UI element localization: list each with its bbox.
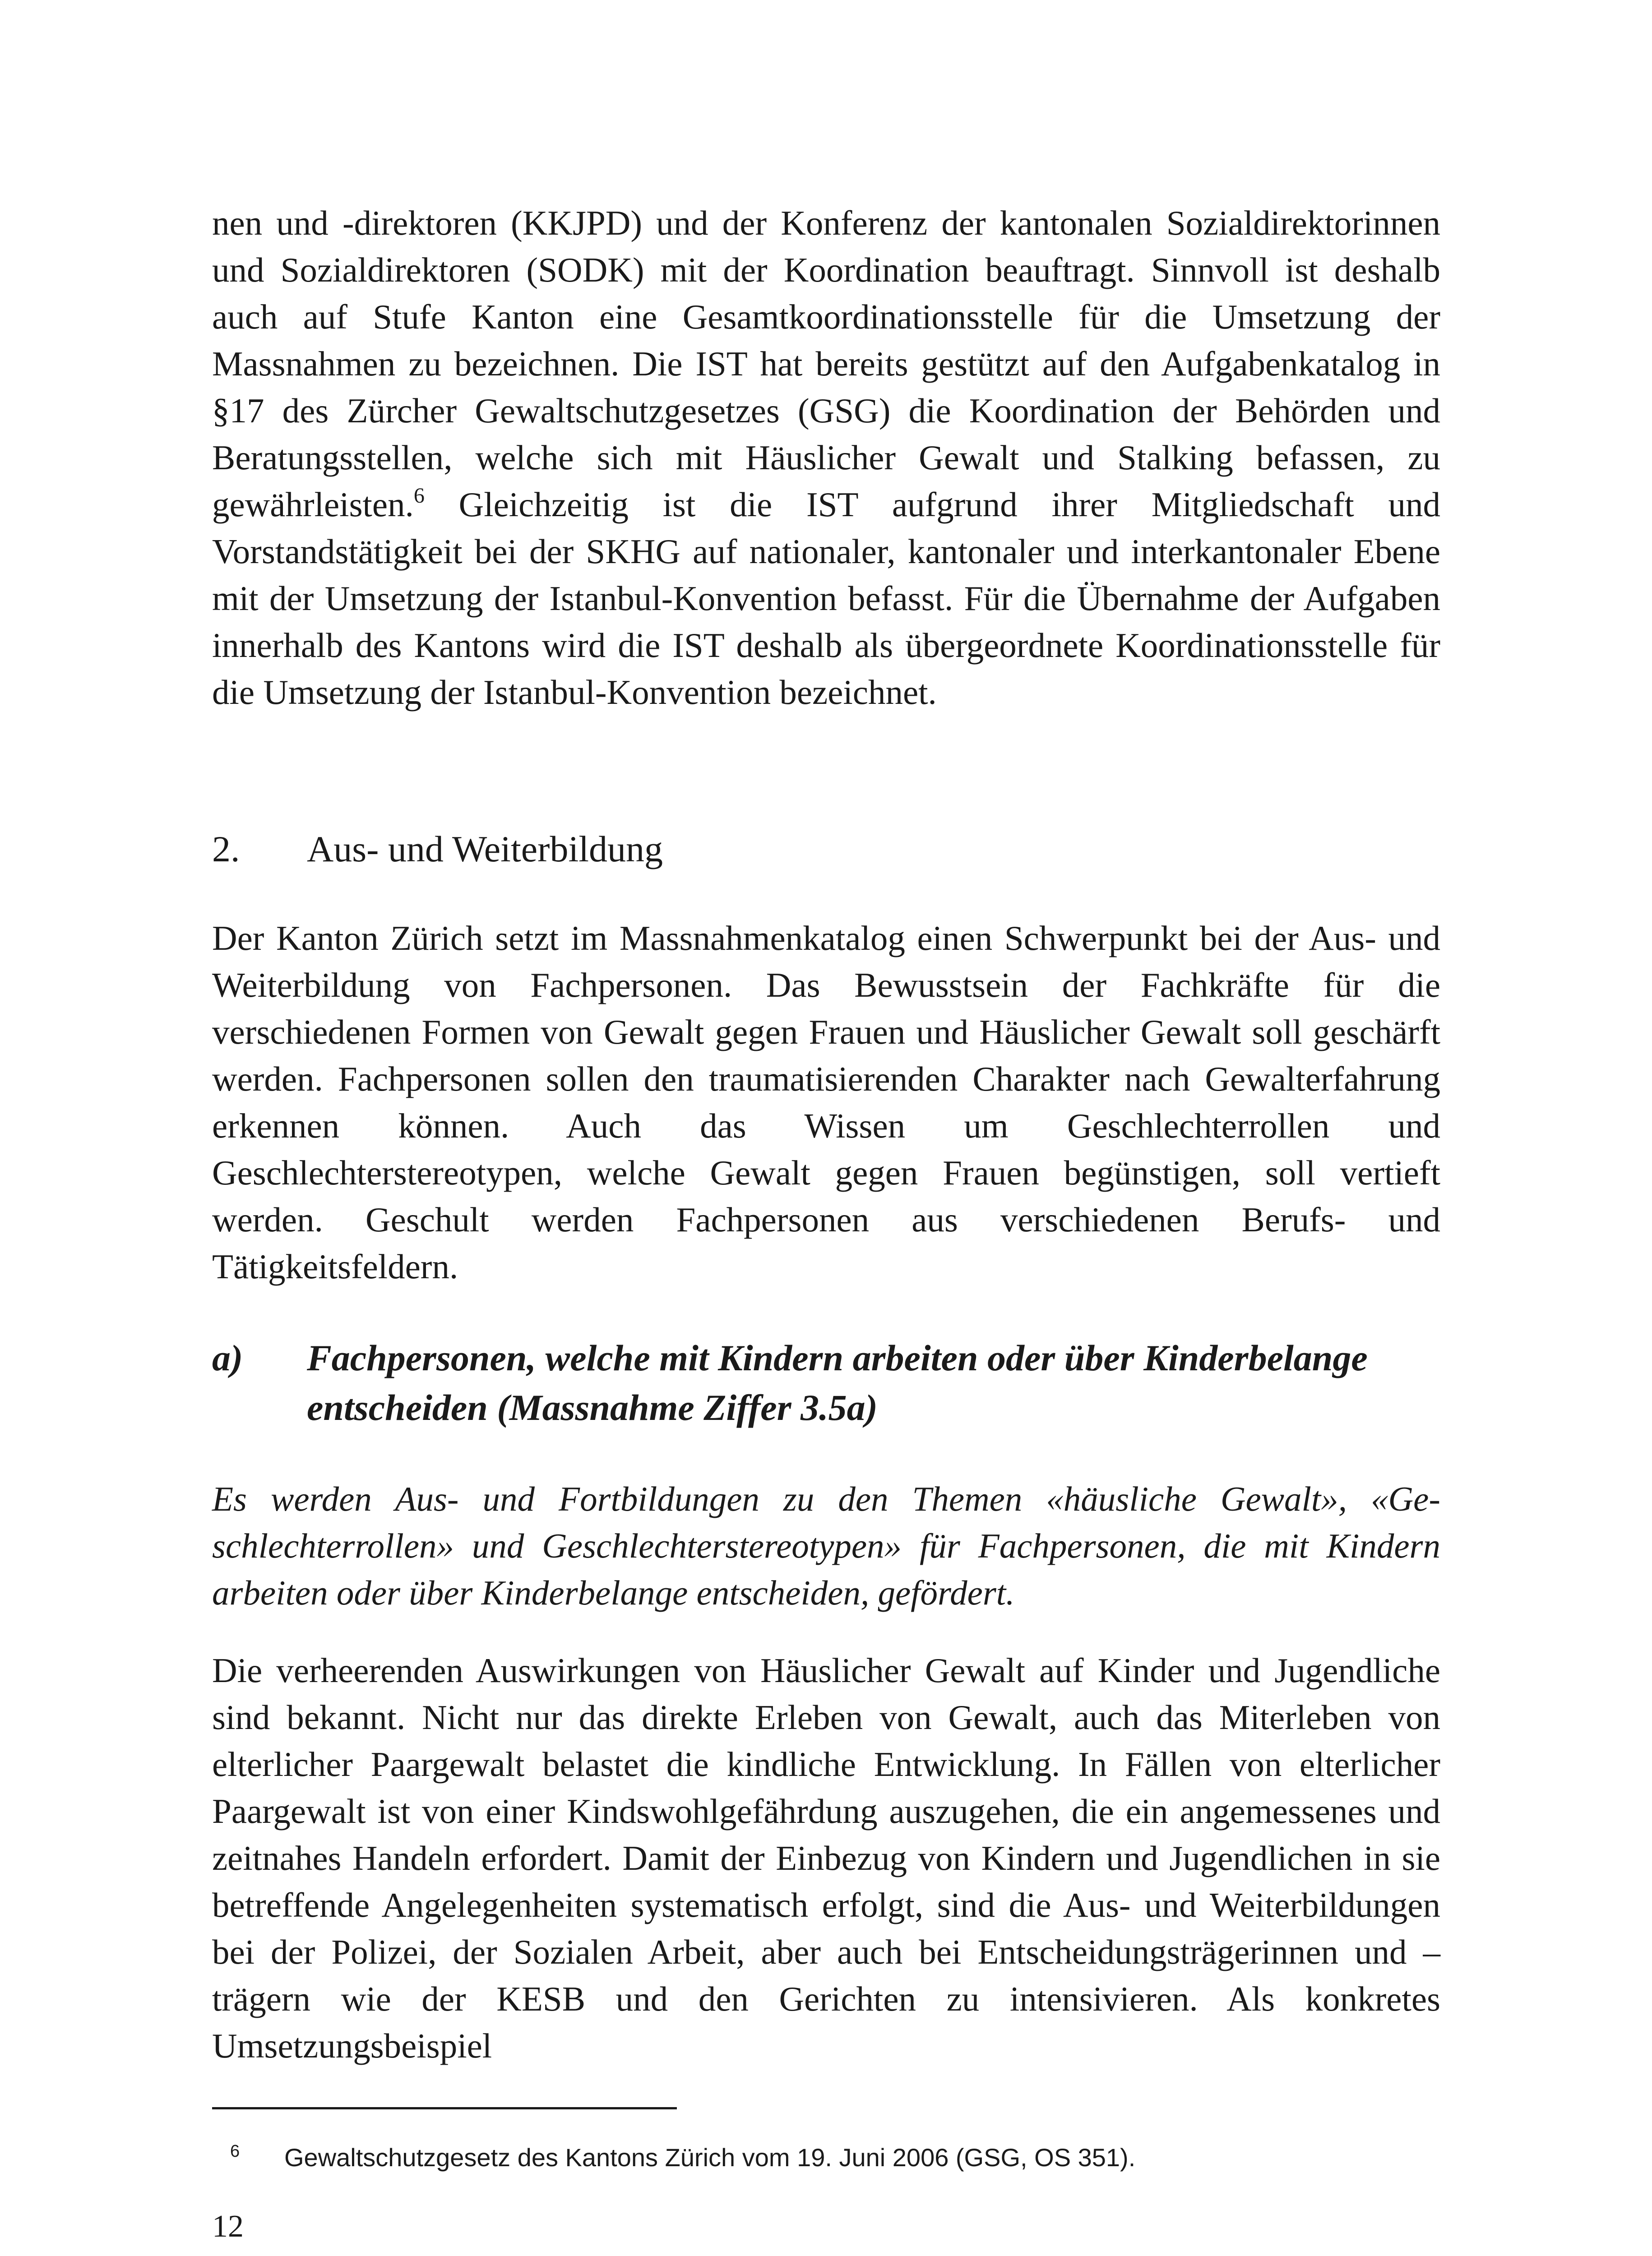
section-title: Aus- und Weiterbildung xyxy=(307,828,663,869)
footnote-text: Gewaltschutzgesetz des Kantons Zürich vom 19. Juni 2006 (GSG, OS 351). xyxy=(284,2143,1136,2172)
measure-statement: Es werden Aus- und Fortbildungen zu den Themen «häusliche Gewalt», «Geschlechterrollen» und Geschlechterstereotypen» für Fachpersonen, die mit Kindern arbeiten oder über Kinderbelange entscheiden, gefördert. xyxy=(212,1479,1440,1612)
subsection-heading xyxy=(212,1333,1440,1433)
page-number: 12 xyxy=(212,2209,244,2244)
footnote-reference-6[interactable]: 6 xyxy=(413,484,425,508)
paragraph-coordination xyxy=(212,199,1440,716)
paragraph-coordination-text-2: Gleichzeitig ist die IST aufgrund ihrer Mitgliedschaft und Vorstandstätigkeit bei der SKHG auf nationaler, kantonaler und interkantonaler Ebene mit der Umsetzung der Istanbul-Konvention befasst. Für die Übernahme der Aufgaben innerhalb des Kantons wird die IST deshalb als übergeordnete Koordinationsstelle für die Umsetzung der Istanbul-Konvention bezeichnet. xyxy=(212,485,1440,712)
paragraph-coordination-text-1: nen und -direktoren (KKJPD) und der Konferenz der kantonalen Sozialdirektorinnen und Sozialdirektoren (SODK) mit der Koordination beauftragt. Sinnvoll ist deshalb auch auf Stufe Kanton eine Gesamtkoordinationsstelle für die Umsetzung der Massnahmen zu bezeichnen. Die IST hat bereits gestützt auf den Aufgabenkatalog in §17 des Zürcher Gewaltschutzgesetzes (GSG) die Koordination der Behörden und Beratungsstellen, welche sich mit Häuslicher Gewalt und Stalking befassen, zu gewährleisten. xyxy=(212,203,1440,524)
subsection-title: Fachpersonen, welche mit Kindern arbeiten oder über Kinderbelange entscheiden (Massnahme Ziffer 3.5a) xyxy=(307,1337,1368,1428)
footnote xyxy=(212,2139,1440,2177)
subsection-label: a) xyxy=(212,1337,243,1378)
section-heading xyxy=(212,826,663,873)
section-number: 2. xyxy=(212,828,240,869)
footnote-number: 6 xyxy=(230,2142,240,2161)
footnote-divider xyxy=(212,2107,677,2109)
paragraph-child-impact: Die verheerenden Auswirkungen von Häuslicher Gewalt auf Kinder und Jugendliche sind bekannt. Nicht nur das direkte Erleben von Gewalt, auch das Miterleben von elterlicher Paargewalt belastet die kindliche Entwicklung. In Fällen von elterlicher Paargewalt ist von einer Kindswohlgefährdung auszugehen, die ein angemessenes und zeitnahes Handeln erfordert. Damit der Einbezug von Kindern und Jugendlichen in sie betreffende Angelegenheiten systematisch erfolgt, sind die Aus- und Weiterbildungen bei der Polizei, der Sozialen Arbeit, aber auch bei Entscheidungsträgerinnen und –trägern wie der KESB und den Gerichten zu intensivieren. Als konkretes Umsetzungsbeispiel xyxy=(212,1651,1440,2065)
paragraph-training-focus: Der Kanton Zürich setzt im Massnahmenkatalog einen Schwerpunkt bei der Aus- und Weiterbildung von Fachpersonen. Das Bewusstsein der Fachkräfte für die verschiedenen Formen von Gewalt gegen Frauen und Häuslicher Gewalt soll geschärft werden. Fachpersonen sollen den traumatisierenden Charakter nach Gewalterfahrung erkennen können. Auch das Wissen um Geschlechterrollen und Geschlechterstereotypen, welche Gewalt gegen Frauen begünstigen, soll vertieft werden. Geschult werden Fachpersonen aus verschiedenen Berufs- und Tätigkeitsfeldern. xyxy=(212,919,1440,1286)
